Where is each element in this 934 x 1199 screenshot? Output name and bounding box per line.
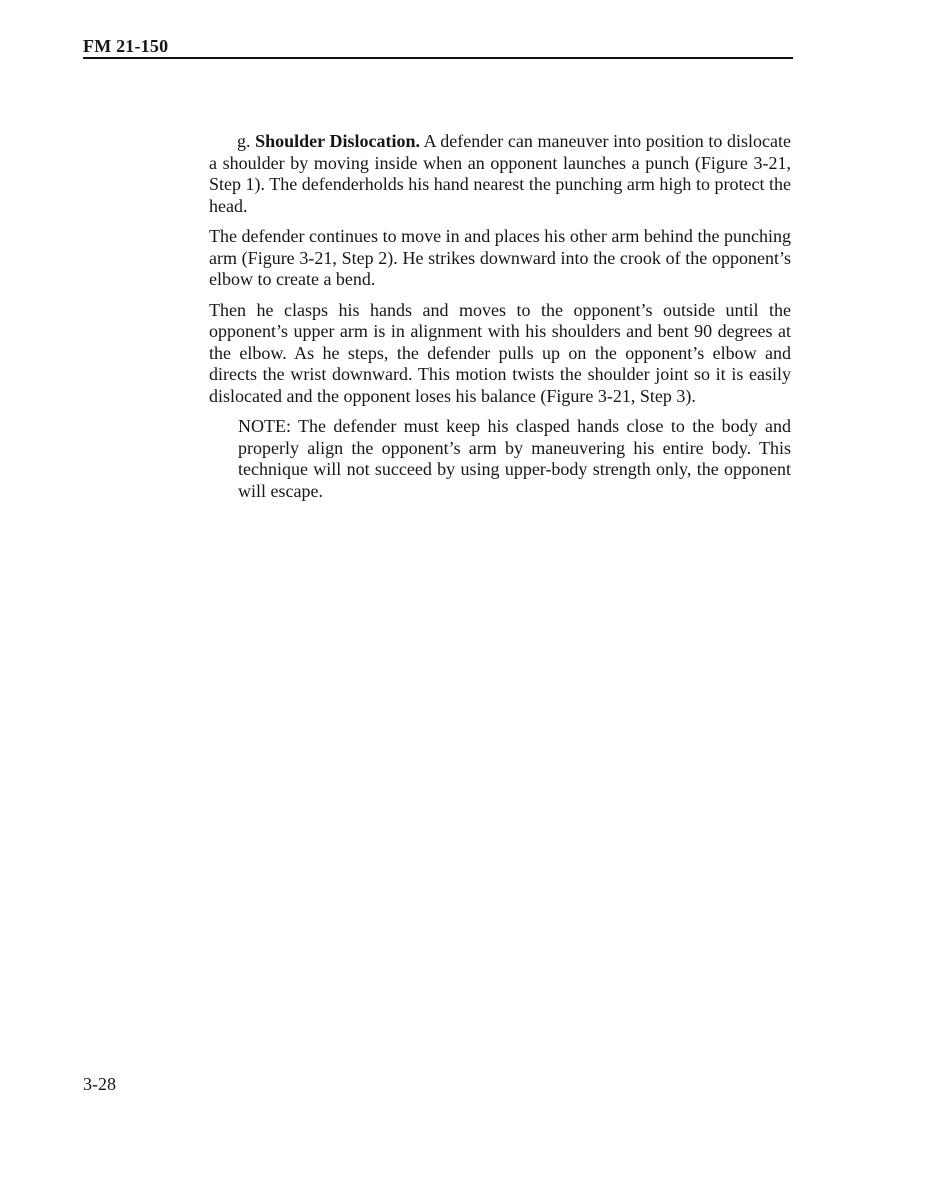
document-id-header: FM 21-150 bbox=[83, 36, 169, 56]
header-rule bbox=[83, 57, 793, 59]
paragraph-body-text: A defender can maneuver into position to dislocate a shoulder by moving inside when an opponent launches a punch (Figure 3-21, Step 1). The defenderholds his hand nearest the punching arm high to protect the head. bbox=[209, 131, 792, 216]
paragraph-step-3: Then he clasps his hands and moves to the opponent’s outside until the opponent’s upper arm is in alignment with his shoulders and bent 90 degrees at the elbow. As he steps, the defender pulls up on the opponent’s elbow and directs the wrist downward. This motion twists the shoulder joint so it is easily dislocated and the opponent loses his balance (Figure 3-21, Step 3). bbox=[209, 299, 791, 406]
paragraph-step-2: The defender continues to move in and places his other arm behind the punching arm (Figure 3-21, Step 2). He strikes downward into the crook of the opponent’s elbow to create a bend. bbox=[209, 226, 791, 289]
body-text-block bbox=[209, 131, 791, 511]
note-paragraph: NOTE: The defender must keep his clasped hands close to the body and properly align the opponent’s arm by maneuvering his entire body. This technique will not succeed by using upper-body strength only, the opponent will escape. bbox=[238, 416, 791, 501]
paragraph-lead-letter: g. bbox=[237, 131, 251, 151]
page-number: 3-28 bbox=[83, 1074, 116, 1094]
paragraph-shoulder-dislocation bbox=[209, 131, 791, 217]
paragraph-run-in-heading: Shoulder Dislocation. bbox=[255, 131, 420, 151]
